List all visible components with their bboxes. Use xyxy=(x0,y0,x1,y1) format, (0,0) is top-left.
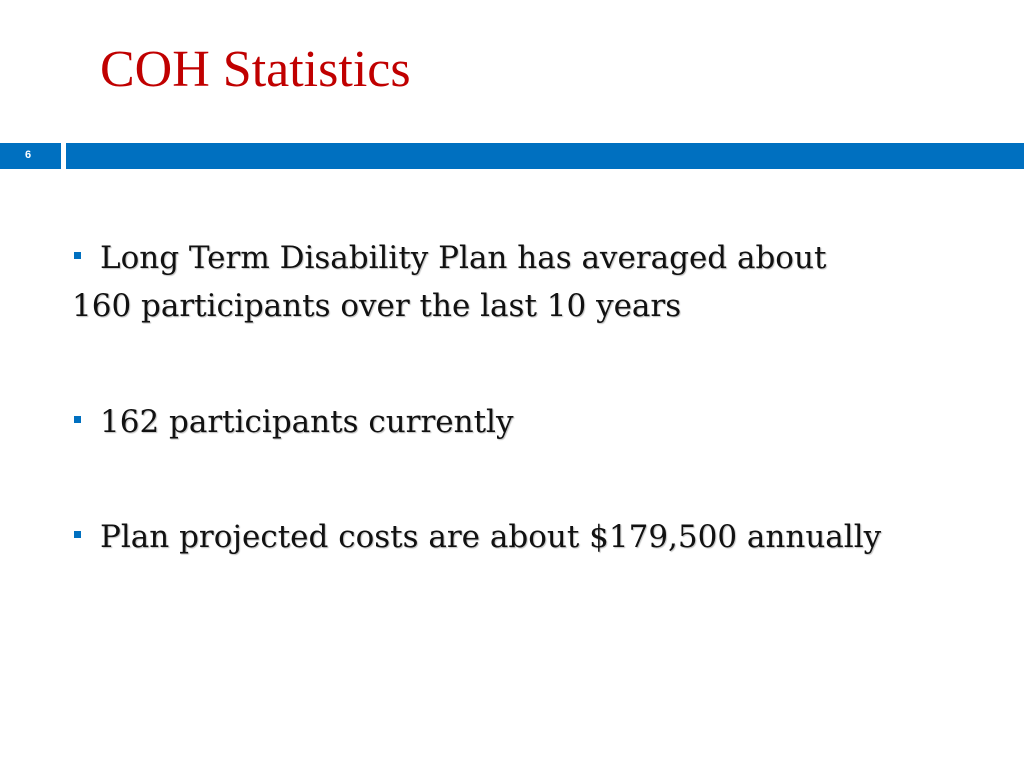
slide-title: COH Statistics xyxy=(100,41,411,98)
bullet-text-line-1: Long Term Disability Plan has averaged about xyxy=(100,240,827,276)
bullet-item xyxy=(72,398,972,446)
bullet-text-line-2: 160 participants over the last 10 years xyxy=(72,288,682,324)
square-bullet-icon xyxy=(74,416,81,423)
page-number-box xyxy=(0,143,61,169)
page-number: 6 xyxy=(25,149,32,161)
bullet-item xyxy=(72,513,972,561)
header-bar xyxy=(66,143,1024,169)
square-bullet-icon xyxy=(74,531,81,538)
bullet-item xyxy=(72,234,972,330)
square-bullet-icon xyxy=(74,252,81,259)
bullet-text: 162 participants currently xyxy=(100,404,514,440)
bullet-text: Plan projected costs are about $179,500 annually xyxy=(100,519,882,555)
